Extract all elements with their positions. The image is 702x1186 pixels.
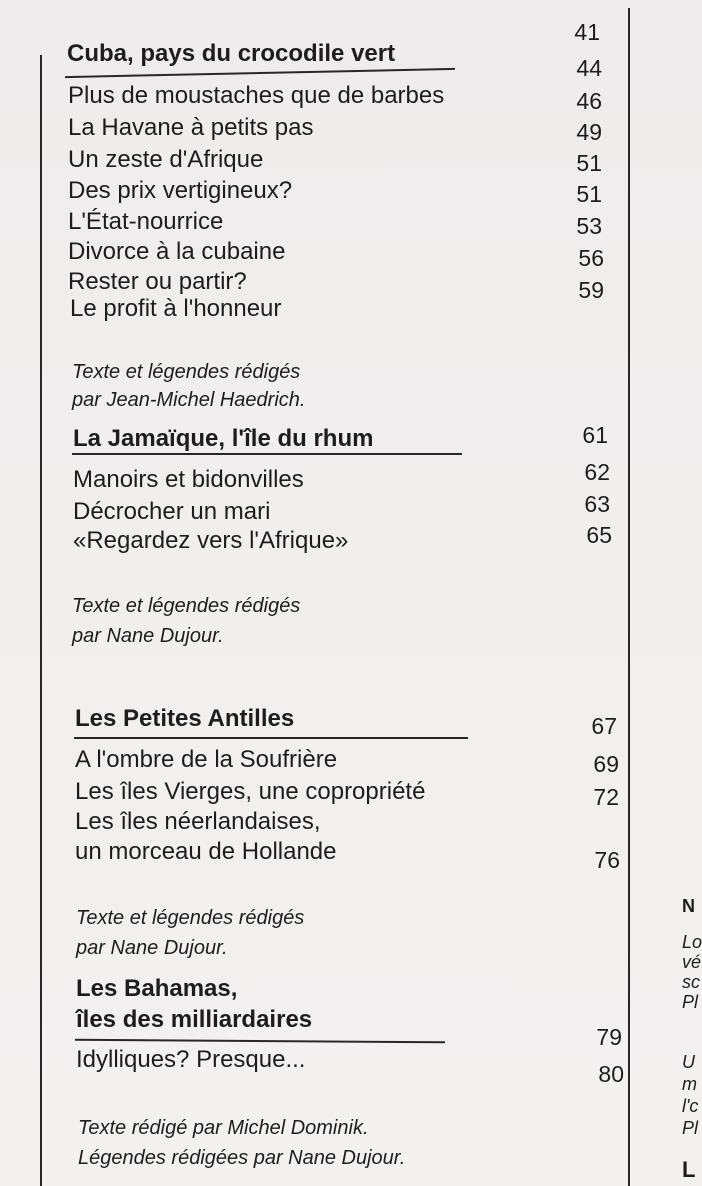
toc-entry: Divorce à la cubaine: [68, 238, 286, 265]
section-underline: [74, 737, 468, 739]
toc-entry: un morceau de Hollande: [75, 838, 337, 865]
toc-entry: A l'ombre de la Soufrière: [75, 746, 338, 773]
toc-page-number: 49: [576, 119, 602, 145]
toc-entry: Plus de moustaches que de barbes: [68, 82, 445, 109]
toc-page-number: 44: [576, 55, 602, 81]
margin-fragment: U: [682, 1052, 695, 1072]
toc-entry: Des prix vertigineux?: [68, 177, 293, 204]
section-title: Cuba, pays du crocodile vert: [67, 40, 396, 67]
toc-entry: Idylliques? Presque...: [76, 1046, 306, 1073]
toc-entry: L'État-nourrice: [68, 208, 224, 235]
left-rule: [40, 55, 42, 1186]
section-title: îles des milliardaires: [76, 1006, 313, 1033]
toc-entry: Les îles néerlandaises,: [75, 808, 321, 835]
toc-entry: Le profit à l'honneur: [70, 295, 282, 322]
credit-line: par Nane Dujour.: [76, 937, 228, 959]
toc-page-number: 72: [593, 784, 619, 810]
section-underline: [72, 453, 462, 455]
toc-entry: Les îles Vierges, une copropriété: [75, 778, 426, 805]
toc-page-number: 69: [593, 751, 619, 777]
toc-page-number: 59: [578, 277, 604, 303]
toc-entry: La Havane à petits pas: [68, 114, 314, 141]
toc-entry: Rester ou partir?: [68, 268, 247, 295]
toc-entry: «Regardez vers l'Afrique»: [73, 527, 349, 554]
section-page-number: 41: [574, 19, 600, 45]
toc-page-number: 46: [576, 88, 602, 114]
section-title: Les Bahamas,: [76, 975, 238, 1002]
margin-fragment: L: [682, 1157, 696, 1182]
toc-entry: Décrocher un mari: [73, 498, 271, 525]
credit-line: Légendes rédigées par Nane Dujour.: [78, 1147, 406, 1169]
credit-line: Texte et légendes rédigés: [72, 595, 301, 617]
toc-page-number: 76: [594, 847, 620, 873]
section-underline: [75, 1039, 445, 1044]
section-underline: [65, 68, 455, 78]
margin-fragment: vé: [682, 952, 702, 972]
credit-line: Texte rédigé par Michel Dominik.: [78, 1117, 369, 1139]
margin-fragment: Pl: [682, 1118, 699, 1138]
margin-fragment: l'c: [682, 1096, 699, 1116]
section-page-number: 61: [582, 422, 608, 448]
right-rule: [628, 8, 630, 1186]
section-title: Les Petites Antilles: [75, 705, 295, 732]
toc-page-number: 65: [586, 522, 612, 548]
toc-page-number: 80: [598, 1061, 624, 1087]
credit-line: par Jean-Michel Haedrich.: [72, 389, 306, 411]
margin-fragment: Lo: [682, 932, 702, 952]
margin-fragment: sc: [682, 972, 700, 992]
credit-line: par Nane Dujour.: [72, 625, 224, 647]
toc-entry: Manoirs et bidonvilles: [73, 466, 304, 493]
toc-page-number: 51: [576, 181, 602, 207]
credit-line: Texte et légendes rédigés: [76, 907, 305, 929]
toc-entry: Un zeste d'Afrique: [68, 146, 264, 173]
section-page-number: 79: [596, 1024, 622, 1050]
toc-page-number: 56: [578, 245, 604, 271]
margin-fragment: N: [682, 896, 695, 916]
toc-page-number: 63: [584, 491, 610, 517]
section-title: La Jamaïque, l'île du rhum: [73, 425, 374, 452]
margin-fragment: m: [682, 1074, 697, 1094]
toc-page-number: 51: [576, 150, 602, 176]
credit-line: Texte et légendes rédigés: [72, 361, 301, 383]
margin-fragment: Pl: [682, 992, 699, 1012]
section-page-number: 67: [591, 713, 617, 739]
toc-page-number: 62: [584, 459, 610, 485]
toc-page-number: 53: [576, 213, 602, 239]
